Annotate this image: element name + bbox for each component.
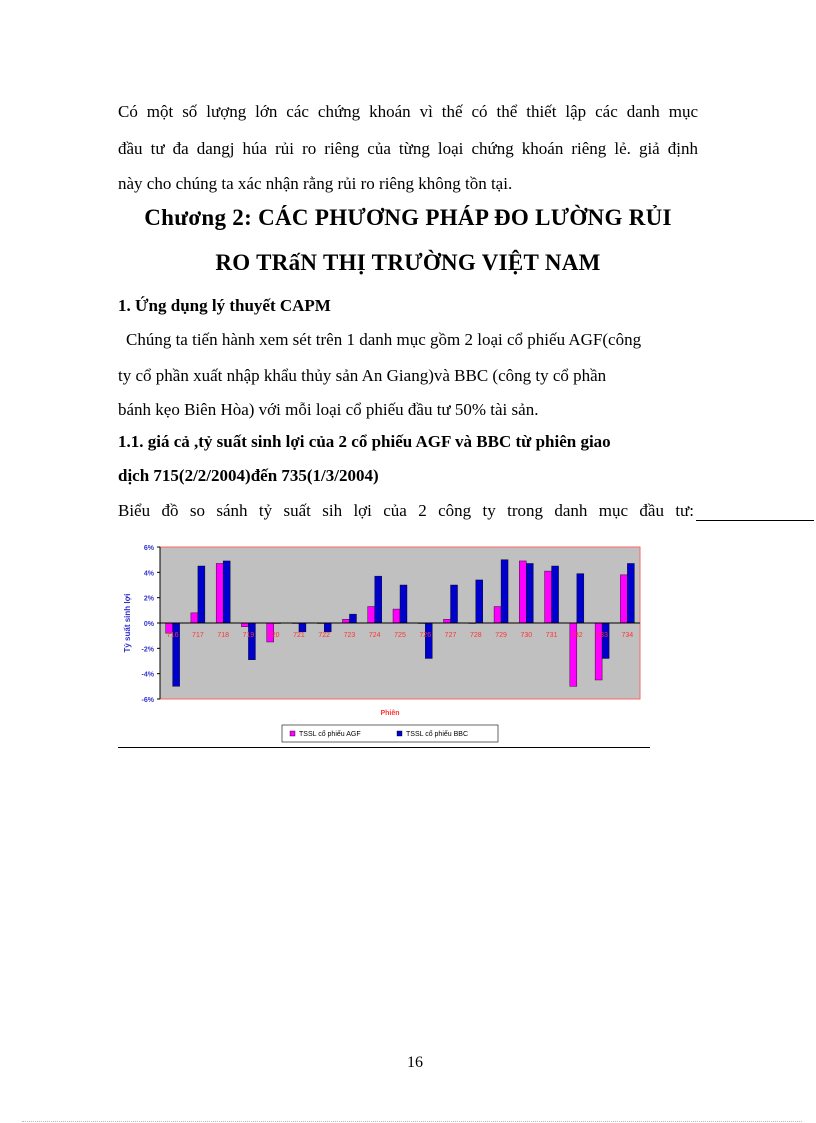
- bar-agf-734: [620, 575, 627, 623]
- category-label-725: 725: [394, 632, 406, 639]
- bar-bbc-722: [324, 623, 331, 632]
- legend-label-agf: TSSL cổ phiếu AGF: [299, 731, 361, 738]
- bar-agf-718: [216, 563, 223, 623]
- bar-agf-724: [368, 607, 375, 623]
- category-label-731: 731: [545, 632, 558, 639]
- bar-bbc-730: [526, 563, 533, 623]
- bar-agf-729: [494, 607, 501, 623]
- bar-bbc-725: [400, 585, 407, 623]
- category-label-717: 717: [192, 632, 204, 639]
- section-1-1-title-line-2: dịch 715(2/2/2004)đến 735(1/3/2004): [118, 466, 379, 485]
- category-label-734: 734: [621, 632, 634, 639]
- bar-bbc-723: [349, 614, 356, 623]
- page-footer-divider: [22, 1121, 802, 1122]
- bar-agf-717: [191, 613, 198, 623]
- category-label-723: 723: [343, 632, 356, 639]
- category-label-716: 716: [166, 632, 179, 639]
- y-tick-label: -6%: [141, 697, 154, 704]
- section-1-1-title-line-1: 1.1. giá cả ,tỷ suất sinh lợi của 2 cổ phiếu AGF và BBC từ phiên giao: [118, 432, 611, 451]
- caption-underline: [696, 520, 814, 522]
- paragraph-1-line-3: này cho chúng ta xác nhận rằng rủi ro riêng không tồn tại.: [118, 174, 513, 193]
- bar-agf-731: [545, 571, 552, 623]
- chapter-heading-line-1: Chương 2: CÁC PHƯƠNG PHÁP ĐO LƯỜNG RỦI: [144, 205, 672, 230]
- category-label-724: 724: [368, 632, 381, 639]
- bar-bbc-729: [501, 560, 508, 623]
- bar-bbc-717: [198, 566, 205, 623]
- chart-svg: [118, 540, 658, 746]
- section-1-title: 1. Ứng dụng lý thuyết CAPM: [118, 296, 331, 315]
- bar-bbc-726: [425, 623, 432, 658]
- category-label-720: 720: [267, 632, 280, 639]
- bar-agf-719: [241, 623, 248, 627]
- category-label-733: 733: [596, 632, 608, 639]
- category-label-728: 728: [469, 632, 482, 639]
- legend-swatch-agf: [290, 731, 295, 736]
- bar-bbc-724: [375, 576, 382, 623]
- bar-bbc-728: [476, 580, 483, 623]
- bar-bbc-733: [602, 623, 609, 658]
- category-label-729: 729: [495, 632, 507, 639]
- bar-bbc-734: [627, 563, 634, 623]
- bar-bbc-721: [299, 623, 306, 632]
- category-label-730: 730: [520, 632, 533, 639]
- paragraph-1-line-2: đầu tư đa dangj húa rủi ro riêng của từng loại chứng khoán riêng lẻ. giả định: [118, 139, 698, 158]
- bar-agf-725: [393, 609, 400, 623]
- category-label-718: 718: [217, 632, 230, 639]
- bar-agf-730: [519, 561, 526, 623]
- bar-agf-727: [444, 619, 451, 623]
- y-tick-label: 2%: [143, 595, 154, 603]
- bar-bbc-719: [248, 623, 255, 660]
- y-axis-title: Tỷ suất sinh lợi: [123, 593, 132, 653]
- bar-agf-723: [342, 619, 349, 623]
- chapter-heading-line-2: RO TRấN THỊ TRƯỜNG VIỆT NAM: [215, 250, 601, 275]
- chart-caption: Biểu đồ so sánh tỷ suất sih lợi của 2 công ty trong danh mục đầu tư:: [118, 501, 694, 520]
- page-number: 16: [407, 1054, 423, 1071]
- legend-label-bbc: TSSL cổ phiếu BBC: [406, 731, 468, 738]
- paragraph-2-line-1: Chúng ta tiến hành xem sét trên 1 danh mục gồm 2 loại cổ phiếu AGF(công: [126, 330, 642, 349]
- category-label-727: 727: [444, 632, 457, 639]
- paragraph-2-line-3: bánh kẹo Biên Hòa) với mỗi loại cổ phiếu đầu tư 50% tài sản.: [118, 400, 539, 419]
- y-tick-label: -4%: [141, 671, 154, 679]
- y-tick-label: 4%: [143, 570, 154, 578]
- bar-bbc-732: [577, 574, 584, 623]
- category-label-726: 726: [419, 632, 432, 639]
- returns-bar-chart: [118, 540, 658, 746]
- paragraph-2-line-2: ty cổ phần xuất nhập khẩu thủy sản An Giang)và BBC (công ty cổ phần: [118, 366, 607, 385]
- paragraph-1-line-1: Có một số lượng lớn các chứng khoán vì thế có thể thiết lập các danh mục: [118, 102, 698, 121]
- y-tick-label: 6%: [143, 545, 154, 552]
- category-label-721: 721: [293, 632, 305, 639]
- category-label-719: 719: [242, 632, 255, 639]
- chart-bottom-rule: [118, 747, 650, 748]
- category-label-722: 722: [318, 632, 331, 639]
- category-label-732: 732: [570, 632, 583, 639]
- legend-swatch-bbc: [397, 731, 402, 736]
- bar-bbc-731: [552, 566, 559, 623]
- y-tick-label: 0%: [143, 621, 154, 628]
- bar-bbc-718: [223, 561, 230, 623]
- bar-bbc-727: [451, 585, 458, 623]
- x-axis-title: Phiên: [380, 710, 400, 717]
- y-tick-label: -2%: [141, 646, 154, 654]
